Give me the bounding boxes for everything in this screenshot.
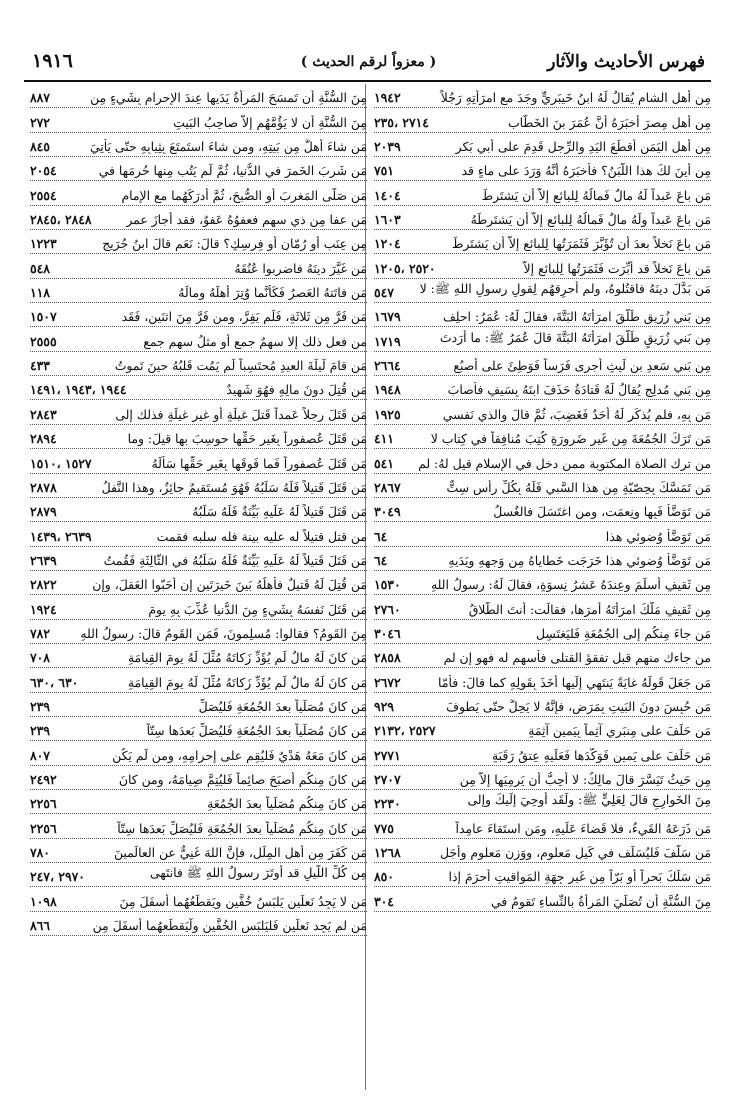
hadith-number: ٨٦٦: [30, 918, 50, 934]
index-entry: [374, 181, 711, 205]
hadith-text: مَن قُتِلَ دونَ مالِهِ فهُوَ شَهيدٌ: [226, 382, 367, 398]
index-entry: [374, 206, 711, 230]
hadith-text: مَن كانَ لَهُ مالٌ لَم يُؤَدِّ زَكاتَهُ مُثِّلَ لَهُ يومَ القِيامَةِ: [127, 650, 367, 666]
index-entry: [30, 790, 367, 814]
hadith-text: مَن لم يَجِد نَعلَينِ فَليَلبَسِ الخُفَّينِ ولْيَقطَعهُما أسفَلَ مِن: [92, 918, 367, 934]
index-entry: [30, 133, 367, 157]
hadith-text: مِن أهلِ الشامِ يُقالُ لَهُ ابنُ خَيبَرِيٍّ وجَدَ مع امرَأتِهِ رَجُلاً: [440, 90, 711, 106]
hadith-number: ١٥٢٧ ،١٥١٠: [30, 455, 92, 471]
hadith-text: مَن كانَ مِنكُم أصبَحَ صائِماً فَليُتِمَّ صِيامَهُ، ومن كانَ: [118, 771, 367, 787]
index-entry: [30, 254, 367, 278]
index-entry: [30, 620, 367, 644]
index-entry: [374, 766, 711, 790]
hadith-number: ٥٤١: [374, 455, 394, 471]
hadith-number: ٥٤٨: [30, 260, 50, 276]
index-entry: [374, 498, 711, 522]
hadith-number: ٨٠٧: [30, 747, 50, 763]
index-entry: [374, 595, 711, 619]
hadith-text: مَن باعَ نَخلاً قد أُبِّرَت فَثَمَرَتُها لِلبائعِ إلاّ: [523, 260, 711, 276]
hadith-number: ٤٣٣: [30, 358, 50, 374]
hadith-number: ٢٢٥٦: [30, 820, 57, 836]
hadith-text: مَن قَتَلَ رجلاً عَمداً قَتلَ غيلَةٍ أو غير غيلَةٍ فذلك إلى: [115, 406, 367, 422]
hadith-number: ٢٣٩: [30, 698, 50, 714]
hadith-number: ٣٠٤٦: [374, 625, 401, 641]
hadith-number: ٢٨٧٨: [30, 479, 57, 495]
hadith-text: مَن حَلَفَ على مِنبَري آثِماً بِيَمينٍ آثِمَةٍ: [528, 723, 711, 739]
hadith-number: ٢٨٩٤: [30, 431, 57, 447]
hadith-text: مَن قَتَلَ قَتيلاً لَهُ عَلَيهِ بَيِّنَةٌ فَلَهُ سَلَبُهُ: [192, 504, 367, 520]
index-entry: [30, 327, 367, 351]
hadith-text: مَن حَلَفَ على يَمينٍ فَوَكَّدَها فَعَلَيهِ عِتقُ رَقَبَةٍ: [491, 747, 711, 763]
index-entry: [30, 303, 367, 327]
page-number: ١٩١٦: [32, 50, 73, 72]
index-entry: [374, 303, 711, 327]
hadith-text: مِن عِنَبٍ أو رُمّانٍ أو فِرسِكٍ؟ قالَ: نَعَم قالَ ابنُ جُرَيجٍ: [102, 236, 367, 252]
hadith-text: مِنَ السُّنَّةِ أن تَمسَحَ المَرأةُ يَدَيها عِندَ الإحرامِ بِشَيءٍ مِن: [90, 90, 367, 106]
hadith-text: مَن فاتَتهُ العَصرُ فَكَأنَّما وُتِرَ أهلَهُ ومالَهُ: [178, 285, 367, 301]
hadith-text: مَن تَوَضَّأَ وُضوئي هذا: [605, 528, 711, 544]
index-entry: [374, 376, 711, 400]
index-entry: [30, 668, 367, 692]
hadith-number: ٢٧٧١: [374, 747, 401, 763]
index-entry: [374, 230, 711, 254]
hadith-number: ١٩٢٤: [30, 601, 57, 617]
index-entry: [374, 717, 711, 741]
hadith-text: مِن بَني سَعدِ بنِ لَيثٍ أجرى فَرَساً فَوَطِئَ على أُصبُعِ: [453, 358, 711, 374]
hadith-number: ٦٣٠ ،٦٣٠: [30, 674, 79, 690]
hadith-text: مَن لا يَجِدُ نَعلَينِ يَلبَسُ خُفَّينِ ويَقطَعُهُما أسفَلَ مِنَ: [119, 893, 367, 909]
hadith-text: من فعل ذلك إلا سهمٌ جمعٍ أو مثلُ سهمِ جمعٍ: [143, 333, 367, 349]
hadith-text: مَن سَلَّفَ فَليُسَلِّف في كَيلٍ مَعلومٍ، ووَزنٍ مَعلومٍ وأجَلٍ: [439, 845, 711, 860]
hadith-number: ٢٣٩: [30, 723, 50, 739]
hadith-number: ٦٤: [374, 528, 388, 544]
index-entry: [30, 644, 367, 668]
hadith-text: مِنَ السُّنَّةِ أن تُصَلِّيَ المَرأةُ بالنِّساءِ تَقومُ في: [490, 893, 711, 909]
hadith-text: مِن ثَقيفٍ أسلَمَ وعِندَهُ عَشرُ نِسوَةٍ، فقالَ لَهُ: رسولُ اللهِ: [430, 577, 711, 593]
hadith-number: ٨٨٧: [30, 90, 50, 106]
hadith-text: من ترك الصلاة المكتوبة ممن دخل في الإسلام قيل لهُ: لم: [418, 455, 711, 471]
hadith-number: ٢٥٥٤: [30, 187, 57, 203]
index-entry: [30, 571, 367, 595]
index-entry: [30, 181, 367, 205]
index-entry: [374, 741, 711, 765]
index-entry: [30, 717, 367, 741]
index-entry: [374, 279, 711, 303]
hadith-number: ٣٠٤: [374, 893, 394, 909]
hadith-text: مَن كانَ لَهُ مالٌ لَم يُؤَدِّ زَكاتَهُ مُثِّلَ لَهُ يومَ القِيامَةِ: [127, 674, 367, 690]
index-entry: [30, 230, 367, 254]
index-entry: [374, 863, 711, 887]
hadith-number: ١٢٦٨: [374, 845, 401, 860]
hadith-text: مِنَ الخَوارِجِ قالَ لِعَلِيٍّ ﷺ: ولَقَد أوحِيَ إلَيكَ وإلى: [467, 792, 711, 808]
hadith-text: مِن بَني زُرَيقٍ طَلَّقَ امرَأتَهُ البَتَّةَ قالَ عُمَرُ ﷺ: ما أرَدتَ: [439, 329, 711, 345]
hadith-number: ٧٠٨: [30, 650, 50, 666]
hadith-number: ٢٦٣٩ ،١٤٣٩: [30, 528, 92, 544]
index-entry: [30, 839, 367, 863]
hadith-number: ٢٧٦٠: [374, 601, 401, 617]
hadith-text: مِن ثَقيفٍ مَلَّكَ امرَأتَهُ أمرَها، فقالَت: أنتَ الطَّلاقُ: [468, 601, 711, 617]
index-entry: [374, 620, 711, 644]
hadith-text: مِن أهلِ اليَمَنِ أقطَعَ اليَدِ والرِّجلِ قَدِمَ على أبي بَكرٍ: [455, 139, 711, 155]
hadith-number: ١٢٢٣: [30, 236, 57, 252]
hadith-text: مَن قَتَلَ قَتيلاً لَهُ عَلَيهِ بَيِّنَةٌ فَلَهُ سَلَبُهُ في الثّالِثَةِ فَقُمتُ: [103, 552, 367, 568]
hadith-number: ١٥٠٧: [30, 309, 57, 325]
hadith-number: ٢٢٣٠: [374, 796, 401, 812]
hadith-number: ٢٨٤٣: [30, 406, 57, 422]
hadith-number: ١٦٧٩: [374, 309, 401, 325]
index-entry: [30, 595, 367, 619]
index-entry: [374, 693, 711, 717]
index-entry: [374, 425, 711, 449]
hadith-number: ٢٥٢٧ ،٢١٣٢: [374, 723, 436, 739]
hadith-number: ٢٦٣٩: [30, 552, 57, 568]
hadith-number: ١٩٤٨: [374, 382, 401, 398]
index-entry: [374, 84, 711, 108]
hadith-text: مَن باعَ نَخلاً بعدَ أن تُؤَبَّرَ فَثَمَرَتُها لِلبائعِ إلاّ أن يَشتَرِطَ: [451, 236, 711, 252]
hadith-number: ٢٥٥٥: [30, 333, 57, 349]
index-entry: [30, 547, 367, 571]
index-entry: [374, 474, 711, 498]
hadith-text: مَن صَلّى المَغرِبَ أو الصُّبحَ، ثُمَّ أدرَكَهُما مع الإمامِ: [121, 187, 367, 203]
hadith-text: مَن باعَ عَبداً لَهُ مالٌ فَمالُهُ لِلبائعِ إلاّ أن يَشتَرِطَ: [481, 187, 711, 203]
hadith-text: مَن قامَ لَيلَةَ العيدِ مُحتَسِباً لَم يَمُت قَلبُهُ حينَ تَموتُ: [114, 358, 367, 374]
index-entry: [30, 912, 367, 936]
index-entry: [374, 839, 711, 863]
index-entry: [30, 206, 367, 230]
hadith-text: مَن سَلَكَ بَحراً أو بَرّاً مِن غَيرِ جِهَةِ المَواقيتِ أحرَمَ إذا: [448, 869, 711, 885]
hadith-number: ١٩٢٥: [374, 406, 401, 422]
index-entry: [374, 814, 711, 838]
hadith-number: ٢٧٠٧: [374, 771, 401, 787]
index-entry: [30, 108, 367, 132]
hadith-number: ١١٨: [30, 285, 50, 301]
hadith-number: ١٠٩٨: [30, 893, 57, 909]
index-entry: [374, 108, 711, 132]
hadith-number: ٩٢٩: [374, 698, 394, 714]
hadith-text: مَن بَدَّلَ دينَهُ فاقتُلوهُ، ولم أحرِقهُم لِقولِ رسولِ اللهِ ﷺ: لا: [419, 281, 711, 297]
hadith-number: ١٤٠٤: [374, 187, 401, 203]
hadith-text: مَن فَرَّ مِن ثَلاثَةٍ، فَلَم يَفِرَّ، ومن فَرَّ مِنَ اثنَينِ، فَقَد: [121, 309, 367, 325]
hadith-text: مِن حَيثُ تَيَسَّرَ قالَ مالِكٌ: لا أُحِبُّ أن يَرمِيَها إلاّ مِن: [459, 771, 711, 787]
index-entry: [374, 327, 711, 351]
index-column-right: [374, 84, 711, 912]
hadith-text: مَن كانَ مِنكُم مُصَلِّياً بعدَ الجُمُعَةِ فَليُصَلِّ بَعدَها سِتّاً: [117, 820, 367, 836]
index-column-left: [30, 84, 367, 936]
index-entry: [374, 449, 711, 473]
hadith-text: مَن جاءَ مِنكُم إلى الجُمُعَةِ فَليَغتَسِل: [536, 625, 711, 641]
hadith-text: مَن تَرَكَ الجُمُعَةَ مِن غَيرِ ضَرورَةٍ كُتِبَ مُنافِقاً في كِتابٍ لا: [430, 431, 711, 447]
header-rule: [24, 80, 711, 82]
hadith-text: مَن ذَرَعَهُ القَيءُ، فلا قَضاءَ عَلَيهِ، ومَن استَقاءَ عامِداً: [455, 820, 711, 836]
index-entry: [374, 133, 711, 157]
hadith-text: مَن باعَ عَبداً ولَهُ مالٌ فَمالُهُ لِلبائعِ إلاّ أن يَشتَرِطَهُ: [470, 212, 711, 228]
index-entry: [30, 425, 367, 449]
hadith-number: ٢٠٣٩: [374, 139, 401, 155]
index-entry: [30, 352, 367, 376]
index-entry: [374, 352, 711, 376]
index-entry: [30, 474, 367, 498]
hadith-number: ١٥٣٠: [374, 577, 401, 593]
hadith-text: مِن بَني زُرَيقٍ طَلَّقَ امرَأتَهُ البَتَّةَ، فقالَ لَهُ: عُمَرُ: احلِف: [442, 309, 711, 325]
index-entry: [374, 157, 711, 181]
hadith-number: ٢٨٧٩: [30, 504, 57, 520]
index-entry: [374, 790, 711, 814]
index-entry: [374, 400, 711, 424]
hadith-number: ٧٥١: [374, 163, 394, 179]
hadith-number: ٤١١: [374, 431, 394, 447]
index-entry: [374, 547, 711, 571]
index-entry: [30, 279, 367, 303]
index-entry: [30, 376, 367, 400]
hadith-text: مَن حُبِسَ دونَ البَيتِ بِمَرَضٍ، فإنَّهُ لا يَحِلُّ حتّى يَطوفَ: [446, 698, 711, 714]
hadith-text: من جاءك منهم قبل تفقؤ القتلى فأسهم له فهو إن لم: [443, 650, 711, 666]
running-subtitle: ( معزواً لرقم الحديث ): [300, 54, 437, 70]
hadith-number: ٨٥٠: [374, 869, 394, 885]
hadith-text: مَن قَتَلَ عُصفوراً بِغَيرِ حَقِّها حوسِبَ بها قيلَ: وما: [127, 431, 367, 447]
index-entry: [30, 522, 367, 546]
hadith-text: مَن كَفَرَ مِن أهلِ المِلَلِ، فإنَّ اللهَ غَنِيٌّ عنِ العالَمينَ: [113, 845, 367, 860]
hadith-text: مِن أهلِ مِصرَ أخبَرَهُ أنَّ عُمَرَ بنَ الخَطّابِ: [507, 114, 711, 130]
hadith-number: ٢٨٤٨ ،٢٨٤٥: [30, 212, 92, 228]
hadith-text: مِن أينَ لكَ هذا اللَّبَنُ؟ فأخبَرَهُ أنَّهُ وَرَدَ على ماءٍ قد: [461, 163, 711, 179]
index-entry: [30, 84, 367, 108]
hadith-number: ٢٥٢٠ ،١٢٠٥: [374, 260, 436, 276]
hadith-text: مَن عفا مِن ذي سهمٍ فعفوُهُ عَفوٌ، فقد أجازَ عمر: [126, 212, 367, 228]
hadith-number: ٧٨٠: [30, 845, 50, 860]
hadith-number: ١٩٤٤ ،١٩٤٣ ،١٤٩١: [30, 382, 127, 398]
hadith-text: مَن كانَ مُصَلِّياً بعدَ الجُمُعَةِ فَليُصَلِّ بَعدَها سِتّاً: [146, 723, 367, 739]
hadith-text: مَن قُتِلَ لَهُ قَتيلٌ فأهلُهُ بَينَ خَيرَتَينِ إن أحَبّوا العَقلَ، وإن: [92, 577, 367, 593]
hadith-text: مَن شَرِبَ الخَمرَ في الدُّنيا، ثُمَّ لَم يَتُب مِنها حُرِمَها في: [98, 163, 367, 179]
hadith-number: ٢٩٧٠ ،٢٤٧: [30, 869, 85, 885]
hadith-number: ٥٤٧: [374, 285, 394, 301]
index-entry: [374, 571, 711, 595]
hadith-number: ٢٨٢٢: [30, 577, 57, 593]
index-entry: [30, 449, 367, 473]
page-header: [28, 48, 709, 78]
hadith-text: مَن بِهِ، فلم يُذكَر لَهُ أحَدٌ فَغَضِبَ، ثُمَّ قالَ والذي نَفسي: [442, 406, 711, 422]
index-entry: [30, 693, 367, 717]
index-entry: [374, 887, 711, 911]
index-entry: [30, 157, 367, 181]
hadith-number: ٢٧٢: [30, 114, 50, 130]
hadith-number: ١٦٠٣: [374, 212, 401, 228]
hadith-number: ٧٨٢: [30, 625, 50, 641]
hadith-text: مَن جَعَلَ قَولَهُ غايَةً يَنتَهي إلَيها أخَذَ بِقَولِهِ كما قالَ: فأمّا: [438, 674, 711, 690]
index-entry: [30, 498, 367, 522]
hadith-number: ٢٨٥٨: [374, 650, 401, 666]
hadith-number: ٧٧٥: [374, 820, 394, 836]
hadith-text: مَن تَوَضَّأَ فَبِها ونِعمَت، ومن اغتَسَلَ فالغُسلُ: [493, 504, 711, 520]
hadith-text: مَن كانَ مُصَلِّياً بعدَ الجُمُعَةِ فَليُصَلِّ: [198, 698, 367, 714]
hadith-number: ٢٠٥٤: [30, 163, 57, 179]
hadith-text: مِنَ السُّنَّةِ أن لا يَؤُمَّهُم إلاّ صاحِبُ البَيتِ: [173, 114, 367, 130]
index-entry: [374, 644, 711, 668]
hadith-text: مِنَ القَومُ؟ فقالوا: مُسلِمونَ، فَمَنِ القَومُ قالَ: رسولُ اللهِ: [80, 625, 367, 641]
hadith-text: مَن قَتَلَ نَفسَهُ بِشَيءٍ مِنَ الدُّنيا عُذِّبَ بِهِ يومَ: [148, 601, 367, 617]
running-title: فهرس الأحاديث والآثار: [547, 52, 705, 72]
hadith-number: ٢٦٦٤: [374, 358, 401, 374]
hadith-text: مَن كانَ مَعَهُ هَدْيٌ فَليُقِم على إحرامِهِ، ومن لَم يَكُن: [112, 747, 367, 763]
hadith-text: مَن قَتَلَ قَتيلاً فَلَهُ سَلَبُهُ فَهُوَ مُستَقيمٌ جائِزٌ، وهذا النَّفلُ: [101, 479, 367, 495]
hadith-text: مَن غَيَّرَ دينَهُ فاضرِبوا عُنُقَهُ: [234, 260, 367, 276]
index-entry: [30, 863, 367, 887]
hadith-text: مَن تَوَضَّأَ وُضوئي هذا خَرَجَت خَطاياهُ مِن وَجهِهِ ويَدَيهِ: [448, 552, 711, 568]
hadith-number: ٢٤٩٢: [30, 771, 57, 787]
index-entry: [30, 766, 367, 790]
hadith-number: ٣٠٤٩: [374, 504, 401, 520]
hadith-text: مِن بَني مُدلِجٍ يُقالُ لَهُ قَتادَةُ حَذَفَ ابنَهُ بِسَيفٍ فأصابَ: [447, 382, 711, 398]
hadith-text: مَن تَمَسَّكَ بِحِصّيّةٍ مِن هذا السَّبيِ فَلَهُ بِكُلِّ رأسٍ سِتٌّ: [446, 479, 711, 495]
index-entry: [374, 522, 711, 546]
hadith-number: ١٢٠٤: [374, 236, 401, 252]
hadith-number: ٨٤٥: [30, 139, 50, 155]
hadith-number: ٢٨٦٧: [374, 479, 401, 495]
index-entry: [30, 741, 367, 765]
hadith-text: من قتل قتيلاً له عليه بينة فله سلبه فقمت: [156, 528, 367, 544]
index-entry: [30, 887, 367, 911]
hadith-text: مَن قَتَلَ عُصفوراً فَما فَوقَها بِغَيرِ حَقِّها سَألَهُ: [151, 455, 367, 471]
hadith-number: ١٧١٩: [374, 333, 401, 349]
hadith-number: ٢٢٥٦: [30, 796, 57, 812]
hadith-text: مَن كانَ مِنكُم مُصَلِّياً بعدَ الجُمُعَةِ: [207, 796, 367, 812]
hadith-number: ١٩٤٢: [374, 90, 401, 106]
hadith-text: مِن كُلِّ اللَّيلِ قد أوتَرَ رسولُ اللهِ ﷺ فانتَهى: [149, 865, 367, 881]
hadith-number: ٢٧١٤ ،٢٣٥: [374, 114, 429, 130]
index-entry: [374, 668, 711, 692]
index-entry: [374, 254, 711, 278]
hadith-number: ٦٤: [374, 552, 388, 568]
hadith-text: مَن شاءَ أهلَّ مِن بَيتِهِ، ومن شاءَ استَمتَعَ بِثِيابِهِ حتّى يَأتِيَ: [89, 139, 367, 155]
index-entry: [30, 814, 367, 838]
hadith-number: ٢٦٧٢: [374, 674, 401, 690]
index-entry: [30, 400, 367, 424]
